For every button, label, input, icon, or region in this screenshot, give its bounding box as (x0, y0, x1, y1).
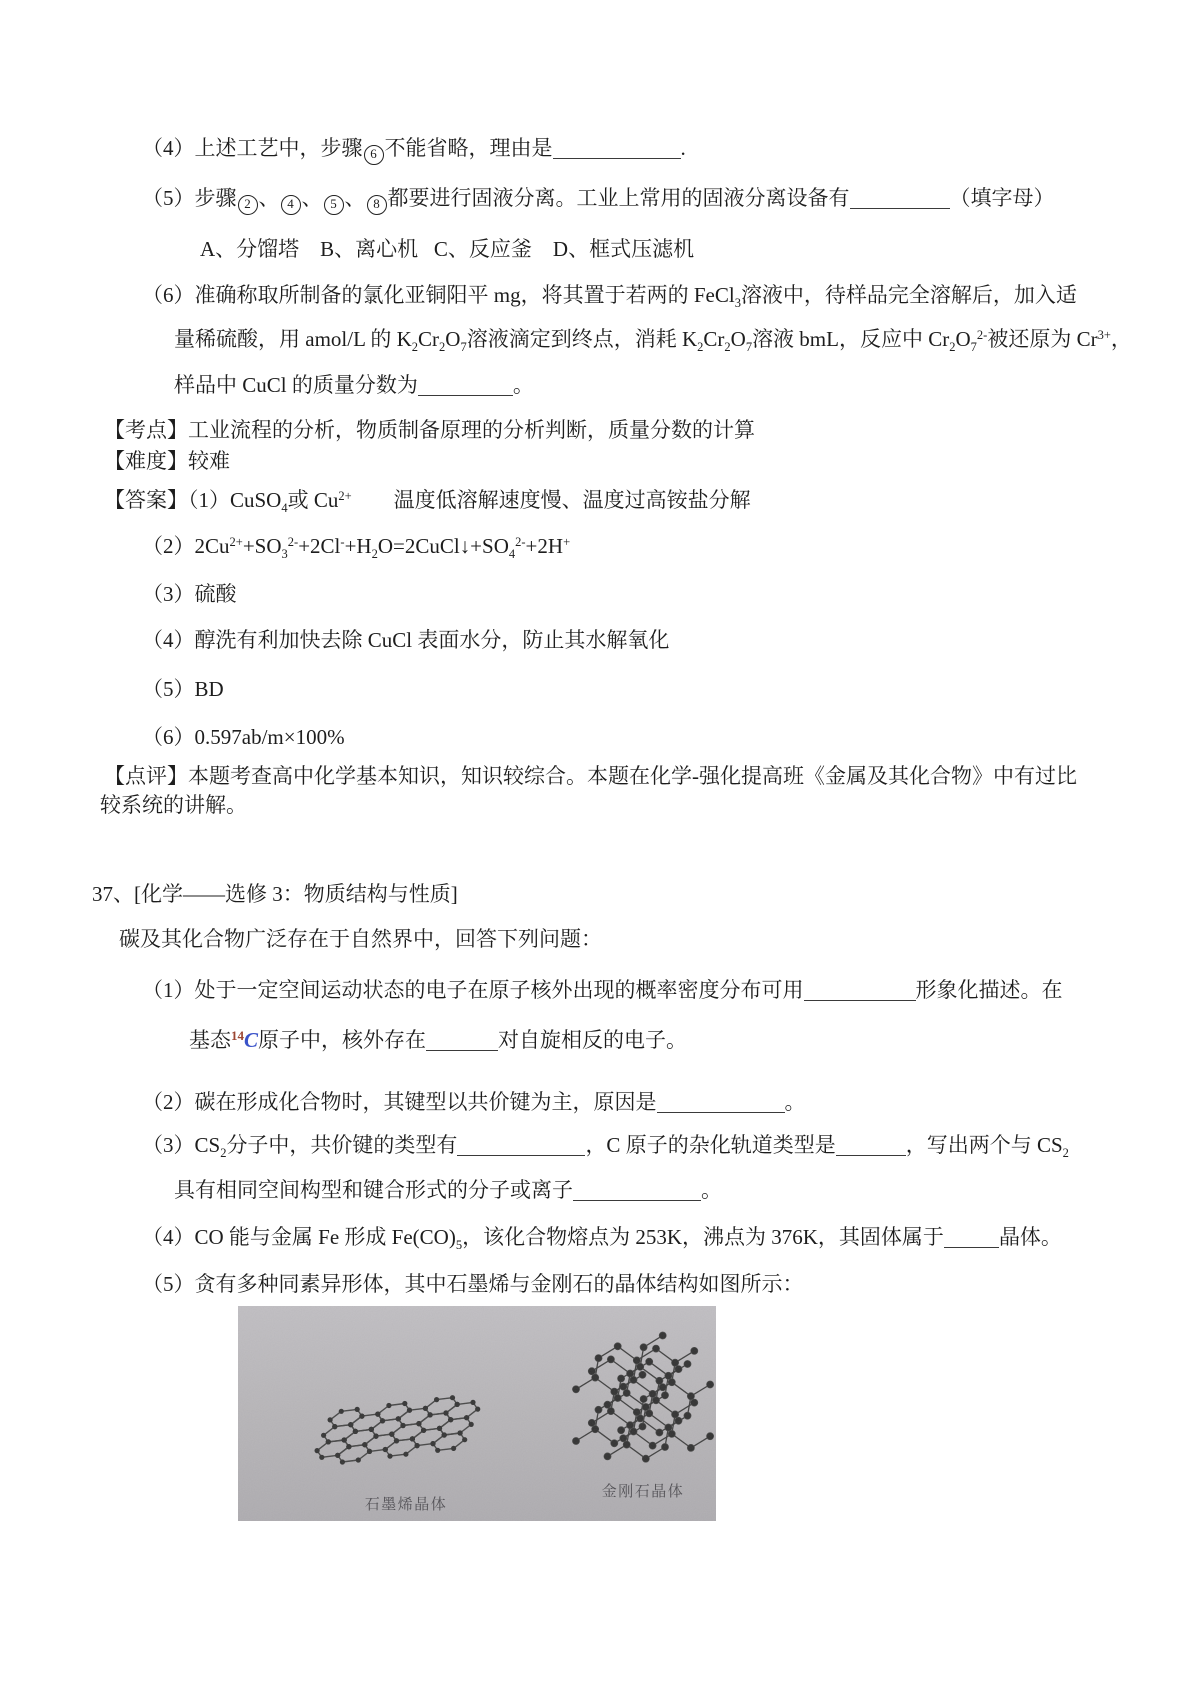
answer-1: 【答案】（1）CuSO$_4$或 $Cu^{2+}$ 温度低溶解速度慢、温度过高铵盐分解 (104, 488, 751, 515)
superscript: 2- (976, 328, 988, 342)
q37-item1-line1: （1）处于一定空间运动状态的电子在原子核外出现的概率密度分布可用 形象化描述。在 (142, 978, 1063, 1002)
comment-line2: 较系统的讲解。 (100, 793, 247, 817)
q36-item4: （4）上述工艺中，步骤 6 不能省略，理由是 . (142, 132, 1145, 165)
tag-nandu: 【难度】较难 (104, 449, 230, 473)
superscript: 3+ (1097, 328, 1111, 342)
subscript: 7 (970, 340, 977, 354)
q37-item3-line2: 具有相同空间构型和键合形式的分子或离子 。 (174, 1178, 722, 1202)
answer-blank (850, 203, 950, 209)
subscript: 2 (1062, 1146, 1069, 1160)
q36-item6-line3: 样品中 CuCl 的质量分数为 。 (174, 373, 534, 397)
q37-item4: （4）CO 能与金属 Fe 形成 $Fe(CO)_5$，该化合物熔点为 253K，沸点为 376K，其固体属于 晶体。 (142, 1225, 1062, 1252)
subscript: 2 (411, 340, 419, 354)
subscript: 7 (745, 340, 753, 354)
answer-blank (418, 390, 513, 396)
q37-item3-line1: $(3)CS_2$分子中，共价键的类型有 ，C 原子的杂化轨道类型是 ，写出两个与 $CS_2$ (142, 1133, 1069, 1160)
answer-blank (426, 1045, 498, 1051)
q37-item5: （5）贪有多种同素异形体，其中石墨烯与金刚石的晶体结构如图所示： (142, 1272, 804, 1296)
answer-blank (944, 1242, 999, 1248)
answer-blank (657, 1107, 785, 1113)
isotope-element-symbol: C (244, 1028, 259, 1052)
q37-item1-line2: 基态$^{14}$C原子中，核外存在 对自旋相反的电子。 (189, 1028, 688, 1052)
q37-header: 37、[化学——选修 3：物质结构与性质] (92, 882, 458, 906)
subscript: 2 (371, 547, 378, 561)
q36-item6-line1: （6）准确称取所制备的氯化亚铜阳平 mg，将其置于若两的 FeCl$_3$溶液中，待样品完全溶解后，加入适 (142, 283, 1077, 310)
circled-number: 5 (324, 195, 344, 215)
circled-number: 4 (281, 195, 301, 215)
answer-blank (573, 1195, 701, 1201)
answer-blank (804, 995, 916, 1001)
subscript: 2 (220, 1146, 227, 1160)
answer-6: （6）0.597ab/m×100% (142, 725, 345, 749)
superscript: 2+ (229, 535, 243, 549)
q36-item6-line2: 量稀硫酸，用 amol/L 的 $K_2Cr_2O_7$溶液滴定到终点，消耗 $K_2Cr_2O_7$溶液 bmL，反应中 $Cr_2O_7^{2-}$被还原为 $Cr^{3+}$， (174, 327, 1132, 354)
subscript: 4 (508, 547, 516, 561)
q37-intro: 碳及其化合物广泛存在于自然界中，回答下列问题： (119, 927, 602, 951)
tag-kaodian: 【考点】工业流程的分析，物质制备原理的分析判断，质量分数的计算 (104, 418, 755, 442)
crystal-structures-image (238, 1306, 716, 1521)
superscript: 2- (287, 535, 299, 549)
answer-3: （3）硫酸 (142, 582, 237, 606)
circled-number: 6 (364, 145, 384, 165)
subscript: 2 (439, 340, 446, 354)
superscript: 2+ (338, 489, 352, 503)
subscript: 2 (697, 340, 704, 354)
superscript: - (340, 535, 345, 549)
subscript: 5 (455, 1238, 463, 1252)
q37-item2: （2）碳在形成化合物时，其键型以共价键为主，原因是 。 (142, 1090, 806, 1114)
subscript: 7 (460, 340, 467, 354)
answer-blank (457, 1150, 585, 1156)
q36-item5-options: A、分馏塔 B、离心机 C、反应釜 D、框式压滤机 (200, 237, 695, 261)
answer-blank (553, 153, 681, 159)
q36-item5: （5）步骤 2 、 4 、 5 、 8 都要进行固液分离。工业上常用的固液分离设备有 （填字母） (142, 182, 1145, 215)
isotope-mass-superscript: 14 (231, 1028, 244, 1043)
answer-2: $(2)2Cu^{2+}+SO_3^{2-}+2Cl^-+H_2O=2CuCl↓+SO_4^{2-}+2H^+$ (142, 534, 571, 561)
answer-blank (836, 1150, 906, 1156)
superscript: + (563, 535, 571, 549)
graphene-caption: 石墨烯晶体 (364, 1497, 448, 1513)
subscript: 3 (734, 296, 741, 310)
comment-line1: 【点评】本题考查高中化学基本知识，知识较综合。本题在化学-强化提高班《金属及其化合物》中有过比 (104, 764, 1077, 788)
superscript: 2- (515, 535, 526, 549)
diamond-caption: 金刚石晶体 (601, 1484, 685, 1500)
subscript: 4 (281, 501, 288, 515)
crystal-structures-figure (238, 1306, 716, 1521)
subscript: 2 (949, 340, 956, 354)
circled-number: 8 (367, 195, 387, 215)
scan-noise-overlay (238, 1306, 716, 1521)
answer-5: （5）BD (142, 677, 224, 701)
subscript: 3 (281, 547, 288, 561)
subscript: 2 (724, 340, 731, 354)
answer-4: （4）醇洗有利加快去除 CuCl 表面水分，防止其水解氧化 (142, 628, 670, 652)
circled-number: 2 (238, 195, 258, 215)
